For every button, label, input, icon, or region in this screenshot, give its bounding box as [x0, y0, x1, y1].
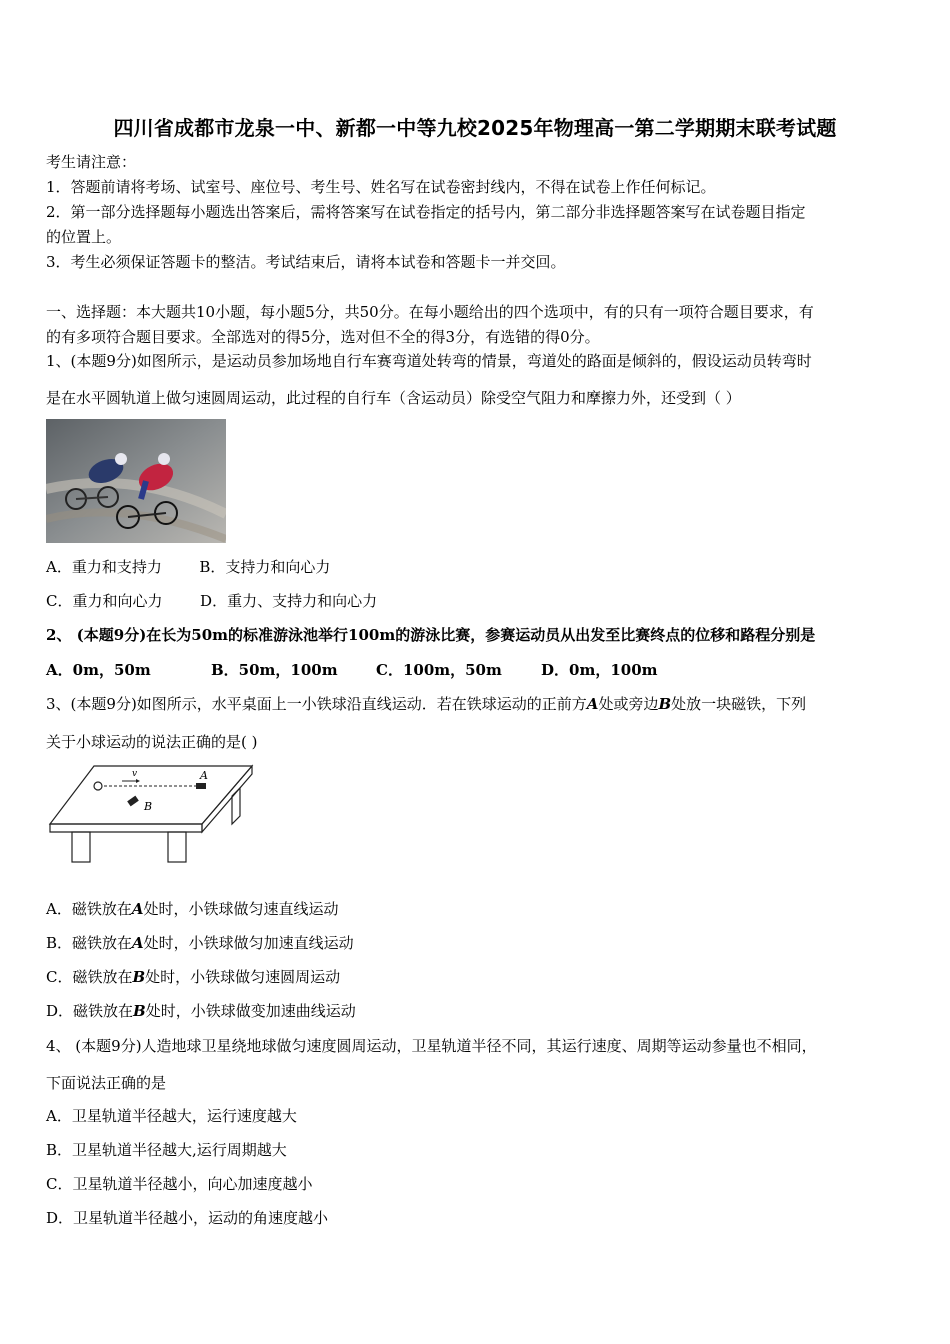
- q1-stem-line1: 1、(本题9分)如图所示，是运动员参加场地自行车赛弯道处转弯的情景，弯道处的路面是倾斜的，假设运动员转弯时: [46, 352, 812, 370]
- q2-option-b[interactable]: B．50m，100m: [211, 661, 338, 679]
- option-text: B．磁铁放在: [46, 934, 133, 952]
- option-text: 处时，小铁球做变加速曲线运动: [145, 1002, 356, 1020]
- q4-option-a[interactable]: A．卫星轨道半径越大，运行速度越大: [46, 1107, 297, 1125]
- option-text: A．磁铁放在: [46, 900, 132, 918]
- table-magnet-diagram: [46, 762, 258, 866]
- option-text: 处时，小铁球做匀速直线运动: [143, 900, 339, 918]
- option-text: 处时，小铁球做匀速圆周运动: [145, 968, 341, 986]
- q1-option-b[interactable]: B．支持力和向心力: [199, 558, 331, 576]
- q3-stem-text-c: 处或旁边: [598, 695, 659, 713]
- option-point: B: [133, 1002, 146, 1020]
- q3-option-a[interactable]: [46, 899, 339, 919]
- q1-stem-line2: 是在水平圆轨道上做匀速圆周运动，此过程的自行车（含运动员）除受空气阻力和摩擦力外，还受到（ ）: [46, 389, 741, 407]
- q3-option-c[interactable]: [46, 967, 340, 987]
- q2-option-c[interactable]: C．100m，50m: [376, 661, 502, 679]
- q3-stem-text-e: 处放一块磁铁，下列: [671, 695, 807, 713]
- q1-options-row2: [46, 591, 377, 611]
- option-text: D．磁铁放在: [46, 1002, 134, 1020]
- q1-option-a[interactable]: A．重力和支持力: [46, 558, 162, 576]
- section-intro-line2: 的有多项符合题目要求。全部选对的得5分，选对但不全的得3分，有选错的得0分。: [46, 328, 600, 346]
- page-title: 四川省成都市龙泉一中、新都一中等九校2025年物理高一第二学期期末联考试题: [113, 116, 837, 140]
- q1-option-c[interactable]: C．重力和向心力: [46, 592, 163, 610]
- q3-stem-text-a: 3、(本题9分)如图所示，水平桌面上一小铁球沿直线运动．若在铁球运动的正前方: [46, 695, 587, 713]
- q1-options-row1: [46, 557, 330, 577]
- q2-stem: 2、 (本题9分)在长为50m的标准游泳池举行100m的游泳比赛，参赛运动员从出发至比赛终点的位移和路程分别是: [46, 626, 816, 644]
- q3-option-b[interactable]: [46, 933, 354, 953]
- q2-option-a[interactable]: A．0m，50m: [46, 661, 151, 679]
- point-a-label: A: [200, 769, 208, 782]
- point-b-label: B: [144, 800, 153, 813]
- option-point: A: [132, 934, 144, 952]
- q2-option-d[interactable]: D．0m，100m: [541, 661, 658, 679]
- option-point: A: [131, 900, 144, 918]
- option-text: C．磁铁放在: [46, 968, 133, 986]
- notice-item-1: 1．答题前请将考场、试室号、座位号、考生号、姓名写在试卷密封线内，不得在试卷上作任何标记。: [46, 178, 716, 196]
- notice-heading: 考生请注意：: [46, 153, 137, 171]
- q3-stem-line1: [46, 694, 806, 714]
- cyclists-photo: [46, 419, 226, 543]
- q4-option-b[interactable]: B．卫星轨道半径越大,运行周期越大: [46, 1141, 287, 1159]
- q3-stem-line2: 关于小球运动的说法正确的是( ): [46, 733, 258, 751]
- option-point: B: [132, 968, 146, 986]
- q4-option-c[interactable]: C．卫星轨道半径越小，向心加速度越小: [46, 1175, 313, 1193]
- section-intro-line1: 一、选择题：本大题共10小题，每小题5分，共50分。在每小题给出的四个选项中，有的只有一项符合题目要求，有: [46, 303, 814, 321]
- q2-options-row: [46, 660, 658, 680]
- q4-stem-line2: 下面说法正确的是: [46, 1074, 167, 1092]
- q1-option-d[interactable]: D．重力、支持力和向心力: [200, 592, 378, 610]
- notice-item-3: 3．考生必须保证答题卡的整洁。考试结束后，请将本试卷和答题卡一并交回。: [46, 253, 566, 271]
- option-text: 处时，小铁球做匀加速直线运动: [143, 934, 354, 952]
- q4-option-d[interactable]: D．卫星轨道半径越小，运动的角速度越小: [46, 1209, 329, 1227]
- notice-item-2-cont: 的位置上。: [46, 228, 122, 246]
- notice-item-2: 2．第一部分选择题每小题选出答案后，需将答案写在试卷指定的括号内，第二部分非选择题答案写在试卷题目指定: [46, 203, 806, 221]
- velocity-label: v: [132, 769, 138, 779]
- q3-point-a: A: [586, 695, 599, 713]
- q3-point-b: B: [658, 695, 672, 713]
- q4-stem-line1: 4、 (本题9分)人造地球卫星绕地球做匀速度圆周运动，卫星轨道半径不同，其运行速度、周期等运动参量也不相同，: [46, 1037, 817, 1055]
- q3-option-d[interactable]: [46, 1001, 356, 1021]
